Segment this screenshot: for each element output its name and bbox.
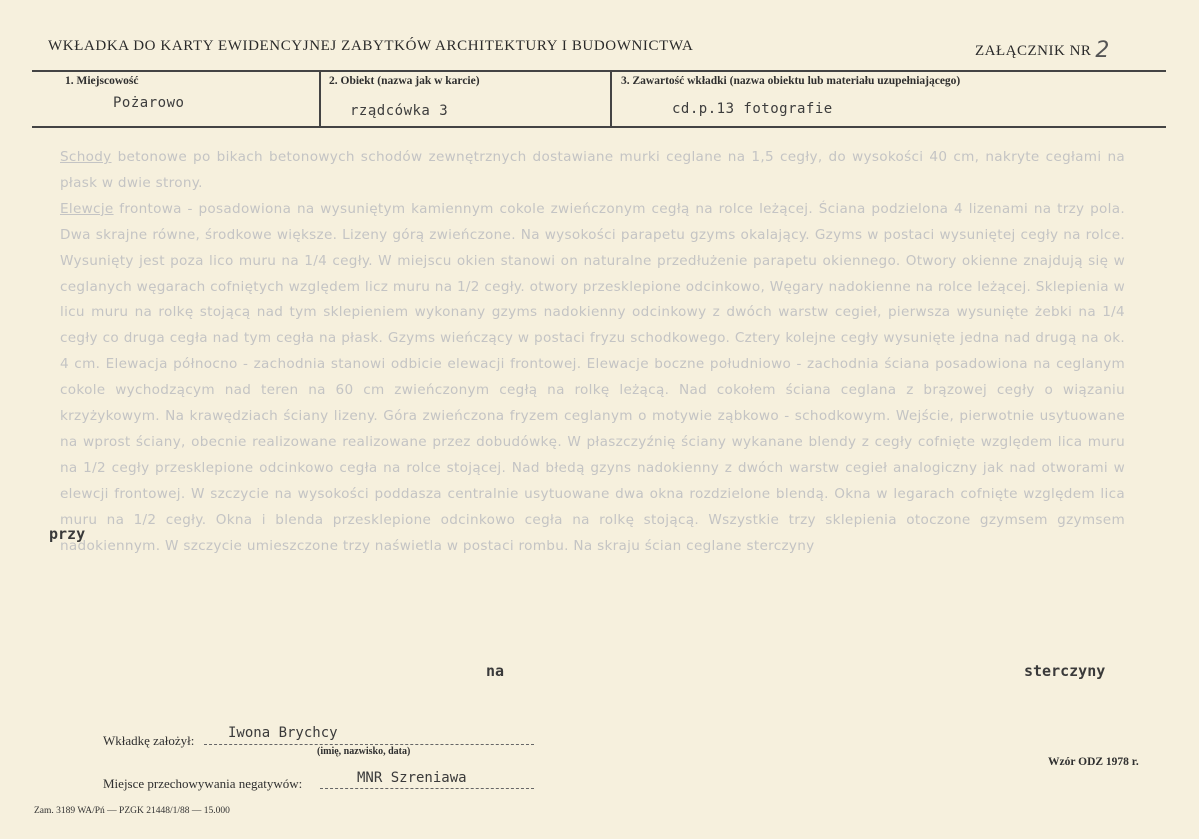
footer-founder-value: Iwona Brychcy <box>228 725 338 741</box>
table-top-rule <box>32 70 1166 72</box>
elevations-text: frontowa - posadowiona na wysuniętym kamiennym cokole zwieńczonym cegłą na rolce leżącej. Ściana podzielona 4 lizenami na trzy pola. Dwa skrajne równe, środkowe większe. Lizeny górą zwieńczone. Na wysokości parapetu gzyms okalający. Gzyms w postaci wysuniętej cegły na rolce. Wysunięty jest poza lico muru na 1/4 cegły. W miejscu okien stanowi on naturalne przedłużenie parapetu okiennego. Otwory okienne znajdują się w ceglanych węgarach cofniętych względem licz muru na 1/2 cegły. otwory przesklepione odcinkowo, Węgary nadokienne na rolce leżącej. Sklepienia w licu muru na rolkę stojącą nad tym sklepieniem wykonany gzyms nadokienny odcinkowy z dwóch warstw cegieł, pierwsza wysunięte żebki na 1/4 cegły co druga cegła nad tym cegła na płask. Gzyms wieńczący w postaci fryzu schodkowego. Cztery kolejne cegły wysunięte jedna nad drugą na ok. 4 cm. Elewacja północno - zachodnia stanowi odbicie elewacji frontowej. Elewacje boczne południowo - zachodnia ściana posadowiona na ceglanym cokole wychodzącym nad teren na 60 cm zwieńczonym cegłą na rolkę leżącą. Nad cokołem ściana ceglana z brązowej cegły o wiązaniu krzyżykowym. Na krawędziach ściany lizeny. Góra zwieńczona fryzem ceglanym o motywie ząbkowo - schodkowym. Wejście, pierwotnie usytuowane na wprost ściany, obecnie realizowane realizowane przez dobudówkę. W płaszczyźnię ściany wykanane blendy z cegły cofnięte względem lica muru na 1/2 cegły przesklepione odcinkowo cegła na rolce stojącej. Nad błedą gzyns nadokienny z dwóch warstw cegieł analogiczny jak nad otworami w elewcji frontowej. W szczycie na wysokości poddasza centralnie usytuowane dwa okna rozdzielone blendą. Okna w legarach cofnięte względem lica muru na 1/2 cegły. Okna i blenda przesklepione odcinkowo cegła na rolkę stojącą. Wszystkie trzy sklepienia otoczone gzymsem gzymsem nadokiennym. W szczycie umieszczone trzy naświetla w postaci rombu. Na skraju ścian ceglane sterczyny <box>60 200 1126 554</box>
storage-dotted-line <box>320 788 534 789</box>
footer-founder-caption: (imię, nazwisko, data) <box>317 746 411 757</box>
correction-sterczyny: sterczyny <box>1024 662 1106 680</box>
table-divider-2 <box>610 70 612 127</box>
field-value-contents: cd.p.13 fotografie <box>672 101 833 117</box>
field-value-locality: Pożarowo <box>113 95 185 111</box>
annex-number: 2 <box>1095 38 1110 63</box>
form-model-note: Wzór ODZ 1978 r. <box>1048 756 1139 768</box>
description-paragraph-elevations <box>60 197 1125 560</box>
correction-na: na <box>486 662 505 680</box>
heading-elevations: Elewcje <box>60 200 114 217</box>
stairs-text: betonowe po bikach betonowych schodów zewnętrznych dostawiane murki ceglane na 1,5 cegły, do wysokości 40 cm, nakryte cegłami na płask w dwie strony. <box>60 149 1125 191</box>
footer-storage-label: Miejsce przechowywania negatywów: <box>103 776 303 791</box>
table-bottom-rule <box>32 126 1166 128</box>
heading-stairs: Schody <box>60 149 112 165</box>
field-label-contents: 3. Zawartość wkładki (nazwa obiektu lub materiału uzupełniającego) <box>621 75 961 87</box>
annex-label <box>975 36 1110 61</box>
print-order-note: Zam. 3189 WA/Pń — PZGK 21448/1/88 — 15.000 <box>34 806 230 816</box>
annex-text: ZAŁĄCZNIK NR <box>975 43 1092 59</box>
field-label-object: 2. Obiekt (nazwa jak w karcie) <box>329 75 480 87</box>
description-paragraph-stairs <box>60 145 1125 197</box>
founder-dotted-line <box>204 744 534 745</box>
table-divider-1 <box>319 70 321 127</box>
footer-storage-value: MNR Szreniawa <box>357 770 467 786</box>
form-title: WKŁADKA DO KARTY EWIDENCYJNEJ ZABYTKÓW ARCHITEKTURY I BUDOWNICTWA <box>48 38 694 54</box>
correction-przy: przy <box>49 525 86 543</box>
field-value-object: rządcówka 3 <box>350 103 449 119</box>
description-text <box>60 145 1125 560</box>
footer-founder-label: Wkładkę założył: <box>103 733 195 748</box>
field-label-locality: 1. Miejscowość <box>65 75 139 87</box>
